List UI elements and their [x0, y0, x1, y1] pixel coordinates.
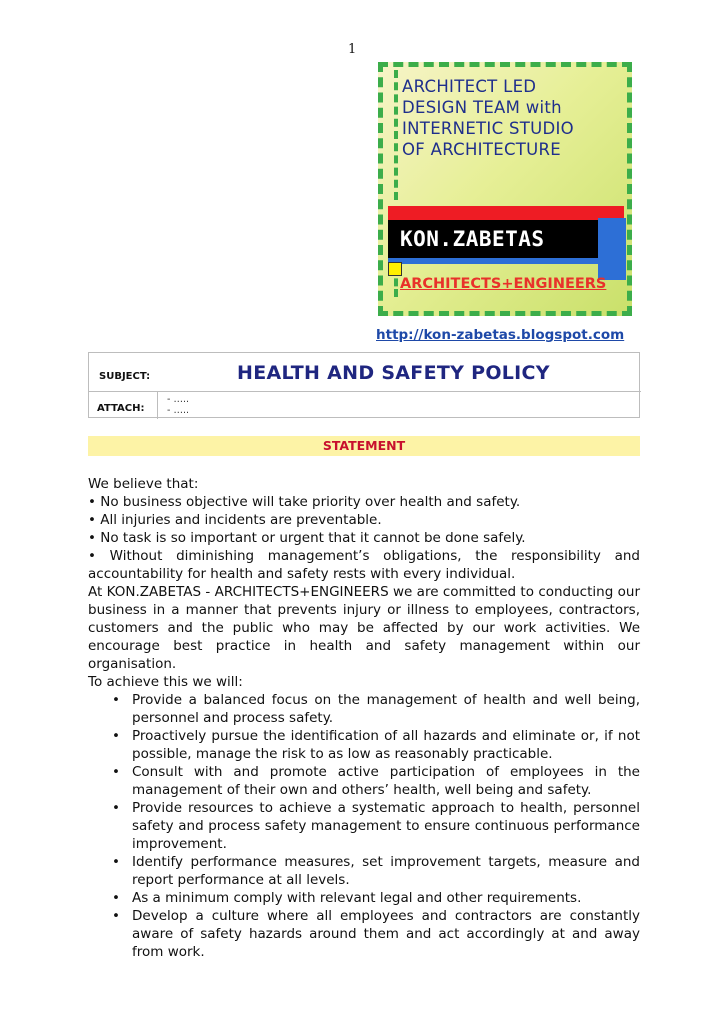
action-text: Provide resources to achieve a systematic approach to health, personnel safety and process safety management to ensure continuous performance improvement. — [132, 800, 640, 852]
bullet-icon: • — [112, 728, 120, 744]
logo-brand-name: KON.ZABETAS — [388, 220, 598, 258]
logo-line-3: INTERNETIC STUDIO — [402, 119, 574, 138]
action-text: As a minimum comply with relevant legal and other requirements. — [132, 890, 582, 906]
page-number: 1 — [348, 42, 357, 57]
subject-label: SUBJECT: — [99, 371, 151, 382]
action-item — [88, 727, 640, 763]
logo-blue-block — [598, 218, 626, 280]
logo-blue-strip — [388, 258, 600, 264]
action-item — [88, 889, 640, 907]
logo-slogan — [402, 76, 622, 160]
website-link[interactable]: http://kon-zabetas.blogspot.com — [376, 327, 625, 343]
action-item — [88, 907, 640, 961]
header-divider-vertical — [157, 391, 158, 419]
logo-line-4: OF ARCHITECTURE — [402, 140, 562, 159]
policy-body — [88, 475, 640, 961]
belief-item: • All injuries and incidents are preventable. — [88, 512, 382, 528]
company-logo — [378, 62, 632, 316]
action-text: Identify performance measures, set improvement targets, measure and report performance at all levels. — [132, 854, 640, 888]
beliefs-intro: We believe that: — [88, 476, 199, 492]
bullet-icon: • — [112, 890, 120, 906]
action-item — [88, 799, 640, 853]
document-title: HEALTH AND SAFETY POLICY — [237, 362, 550, 384]
document-header-table — [88, 352, 640, 418]
bullet-icon: • — [112, 908, 120, 924]
commitment-paragraph: At KON.ZABETAS - ARCHITECTS+ENGINEERS we are committed to conducting our business in a manner that prevents injury or illness to employees, contractors, customers and the public who may be affected by our work activities. We encourage best practice in health and safety management within our organisation. — [88, 584, 640, 672]
attach-label: ATTACH: — [97, 403, 145, 414]
logo-line-1: ARCHITECT LED — [402, 77, 537, 96]
action-text: Proactively pursue the identification of all hazards and eliminate or, if not possible, manage the risk to as low as reasonably practicable. — [132, 728, 640, 762]
logo-line-2: DESIGN TEAM with — [402, 98, 562, 117]
logo-tagline: ARCHITECTS+ENGINEERS — [400, 276, 607, 292]
attach-item: - ….. — [167, 405, 189, 416]
belief-item: • No task is so important or urgent that it cannot be done safely. — [88, 530, 526, 546]
header-divider-horizontal — [89, 391, 641, 392]
logo-red-band — [388, 206, 624, 220]
logo-inner-dash — [394, 70, 398, 200]
bullet-icon: • — [112, 854, 120, 870]
achieve-intro: To achieve this we will: — [88, 674, 243, 690]
action-text: Develop a culture where all employees and contractors are constantly aware of safety hazards around them and act accordingly at and away from work. — [132, 908, 640, 960]
bullet-icon: • — [112, 800, 120, 816]
action-text: Consult with and promote active participation of employees in the management of their own and others’ health, well being and safety. — [132, 764, 640, 798]
action-item — [88, 763, 640, 799]
belief-item: • No business objective will take priority over health and safety. — [88, 494, 521, 510]
action-text: Provide a balanced focus on the management of health and well being, personnel and process safety. — [132, 692, 640, 726]
attach-item: - ….. — [167, 394, 189, 405]
statement-heading: STATEMENT — [88, 436, 640, 456]
belief-item: • Without diminishing management’s obligations, the responsibility and accountability for health and safety rests with every individual. — [88, 548, 640, 582]
logo-yellow-square — [388, 262, 402, 276]
action-item — [88, 691, 640, 727]
bullet-icon: • — [112, 764, 120, 780]
action-list — [88, 691, 640, 961]
bullet-icon: • — [112, 692, 120, 708]
action-item — [88, 853, 640, 889]
